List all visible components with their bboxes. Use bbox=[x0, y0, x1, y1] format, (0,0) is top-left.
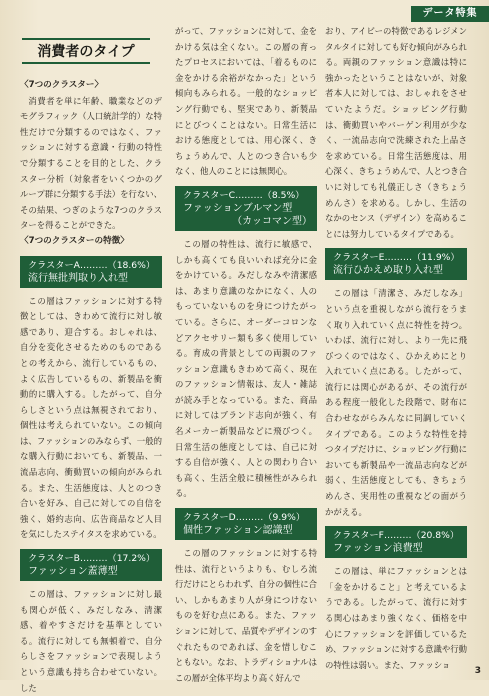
cluster-d-name: 個性ファッション認識型 bbox=[183, 525, 293, 537]
page-number: 3 bbox=[474, 666, 481, 676]
column-3 bbox=[325, 24, 467, 673]
subheading-cluster-features: 〈7つのクラスターの特徴〉 bbox=[20, 235, 129, 246]
article-title: 消費者のタイプ bbox=[37, 44, 135, 60]
column-3-paragraph-1: おり、アイビーの特徴であるレジメンタルタイに対しても好む傾向がみられる。両親のファッション意識は特に強かったということはないが、対象者本人に対しては、おしゃれをさせていたようだ。ショッピング行動は、衝動買いやバーゲン利用が少なく、一流品志向で洗練された上品さを求めている。日常生活態度は、用心深く、きちょうめんで、人とつき合いに対しても礼儀正しさ（きちょうめんさ）を求める。しかし、生活のなかのセンス（デザイン）を高めることには努力しているタイプである。 bbox=[325, 26, 467, 239]
cluster-b-heading bbox=[20, 549, 162, 581]
cluster-f-heading bbox=[325, 526, 467, 558]
cluster-e-name: 流行ひかえめ取り入れ型 bbox=[333, 265, 443, 277]
cluster-d-paragraph: この層のファッションに対する特性は、流行というよりも、むしろ流行だけにとらわれず、自分の個性に合い、しかもあまり人が身につけないものを好む点にある。また、ファッションに対して、品質やデザインのすぐれたものであれば、金を惜しむこともない。なお、トラディショナルはこの層が全体平均より高く好んで bbox=[175, 548, 317, 683]
column-2-paragraph-1: がって、ファッションに対して、金をかける気は全くない。この層の育ったプロセスにおいては、「着るものに金をかける余裕がなかった」という傾向もみられる。一般的なショッピング行動でも、堅実であり、新製品にとびつくことはない。日常生活における態度としては、用心深く、きちょうめんで、人とのつき合いも少なく、他人のことには無関心。 bbox=[175, 26, 317, 177]
title-rule-bottom bbox=[22, 62, 150, 64]
cluster-c-name: ファッションブルマン型 bbox=[183, 202, 293, 214]
section-tab-label: データ特集 bbox=[411, 6, 489, 22]
cluster-c-paragraph: この層の特性は、流行に敏感で、しかも高くても良いいれば充分に金をかけている。みだしなみや清潔感は、あまり意識のなかになく、人のもっていないものを身につけたがっている。さらに、オーダーコロンなどアクセサリー類も多く使用している。育成の背景としての両親のファッション意識もきわめて高く、現在のファッション情報は、友人・雑誌が読み手となっている。また、商品に対してはブランド志向が強く、有名メーカー新製品などに飛びつく。日常生活の態度としては、自己に対する自信が強く、人との関わり合いも高く、生活全般に積極性がみられる。 bbox=[175, 238, 317, 499]
cluster-b-paragraph: この層は、ファッションに対し最も関心が低く、みだしなみ、清潔感、着やすさだけを基準としている。流行に対しても無頓着で、自分らしさをファッションで表現しようという意識も持ち合わせていない。した bbox=[20, 589, 162, 693]
cluster-c-percent: クラスターC………（8.5%） bbox=[183, 189, 305, 201]
cluster-a-name: 流行無批判取り入れ型 bbox=[28, 272, 128, 284]
cluster-f-name: ファッション浪費型 bbox=[333, 543, 423, 555]
intro-paragraph: 消費者を単に年齢、職業などのデモグラフィック（人口統計学的）な特性だけで分類するのではなく、ファッションに対する意識・行動の特性で分類することを目的とした、クラスター分析（対象者をいくつかのグループ群に分類する手法）を行ない、その結果、つぎのような7つのクラスターを得ることができた。 bbox=[20, 95, 162, 231]
cluster-d-heading bbox=[175, 508, 317, 540]
column-2 bbox=[175, 24, 317, 686]
column-1 bbox=[20, 78, 162, 696]
cluster-b-percent: クラスターB………（17.2%） bbox=[28, 553, 156, 565]
cluster-e-percent: クラスターE………（11.9%） bbox=[333, 252, 460, 264]
cluster-a-paragraph: この層はファッションに対する特徴としては、きわめて流行に対し敏感であり、迎合する。おしゃれは、自分を変化させるためのものであるとの考えから、流行しているもの、よく広告しているもの、新製品を衝動的に購入する。したがって、自分らしさという点は無視されており、個性は考えられていない。この傾向は、ファッションのみならず、一般的な購入行動においても、新製品、一流品志向、衝動買いの傾向がみられる。また、生活態度は、人とのつき合いを好み、自己に対しての自信を強く、婚約志向、広告商品など人目を気にしたステイタスを求めている。 bbox=[20, 295, 162, 540]
subheading-seven-clusters: 〈7つのクラスター〉 bbox=[20, 80, 104, 90]
cluster-f-paragraph: この層は、単にファッションとは「金をかけること」と考えているようである。したがって、流行に対する関心はあまり強くなく、価格を中心にファッションを評価しているため、ファッションに対する意識や行動の特性は弱い。また、ファッショ bbox=[325, 566, 467, 670]
cluster-c-alias: （カッコマン型） bbox=[232, 215, 312, 227]
cluster-f-percent: クラスターF………（20.8%） bbox=[333, 530, 460, 542]
cluster-d-percent: クラスターD………（9.9%） bbox=[183, 512, 306, 524]
cluster-e-heading bbox=[325, 248, 467, 280]
cluster-c-heading bbox=[175, 186, 317, 231]
cluster-a-heading bbox=[20, 256, 162, 288]
cluster-e-paragraph: この層は「清潔さ、みだしなみ」という点を重視しながら流行をうまく取り入れていく点に特性を持つ。いわば、流行に対し、より一先に飛びつくのではなく、ひかえめにとり入れていく点にある。したがって、流行には関心があるが、その流行がある程度一般化した段階で、財布に合わせながらみんなに同調していくタイプである。このような特性を持つタイプだけに、ショッピング行動においても新製品や一流品志向などが弱く、生活態度としても、きちょうめんさ、実用性の重視などの面がうかがえる。 bbox=[325, 288, 467, 517]
title-rule-top bbox=[22, 38, 150, 40]
cluster-a-percent: クラスターA………（18.6%） bbox=[28, 259, 156, 271]
cluster-b-name: ファッション蓋薄型 bbox=[28, 566, 118, 578]
